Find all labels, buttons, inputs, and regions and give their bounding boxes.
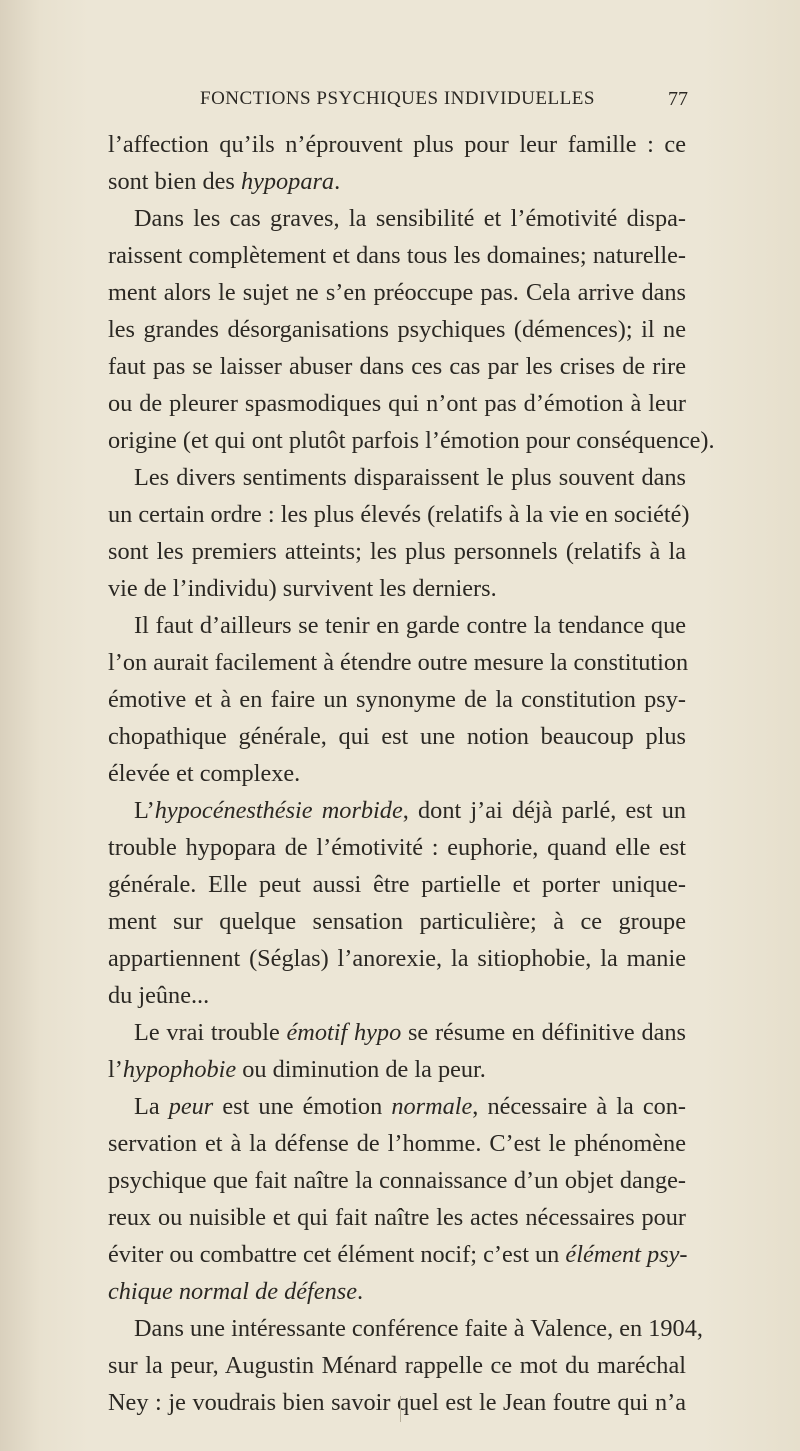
text-line: émotive et à en faire un synonyme de la constitution psy-	[108, 686, 686, 713]
page-header	[0, 88, 800, 118]
text-line: origine (et qui ont plutôt parfois l’émotion pour conséquence).	[108, 427, 715, 454]
text-line: l’on aurait facilement à étendre outre mesure la constitution	[108, 649, 689, 676]
italic-term: chique normal de défense	[108, 1278, 357, 1305]
text-line: l’affection qu’ils n’éprouvent plus pour leur famille : ce	[108, 131, 686, 158]
text-line: Ney : je voudrais bien savoir quel est le Jean foutre qui n’a	[108, 1389, 686, 1416]
text-line: L’hypocénesthésie morbide, dont j’ai déjà parlé, est un	[134, 797, 686, 824]
italic-term: hypocénesthésie morbide	[154, 797, 403, 824]
text-line: éviter ou combattre cet élément nocif; c’est un élément psy-	[108, 1241, 688, 1268]
text-line: faut pas se laisser abuser dans ces cas par les crises de rire	[108, 353, 686, 380]
running-title: FONCTIONS PSYCHIQUES INDIVIDUELLES	[200, 88, 595, 109]
page-number: 77	[668, 88, 688, 110]
text-line: ment sur quelque sensation particulière; à ce groupe	[108, 908, 686, 935]
italic-term: émotif hypo	[286, 1019, 402, 1046]
text-line: ment alors le sujet ne s’en préoccupe pas. Cela arrive dans	[108, 279, 686, 306]
text-line: un certain ordre : les plus élevés (relatifs à la vie en société)	[108, 501, 690, 528]
text-line: sont bien des hypopara.	[108, 168, 341, 195]
body-text	[108, 126, 715, 1421]
italic-term: hypopara	[240, 168, 335, 195]
text-line: servation et à la défense de l’homme. C’est le phénomène	[108, 1130, 686, 1157]
text-line: générale. Elle peut aussi être partielle et porter unique-	[108, 871, 686, 898]
text-line: psychique que fait naître la connaissance d’un objet dange-	[108, 1167, 686, 1194]
text-line: La peur est une émotion normale, nécessaire à la con-	[134, 1093, 687, 1120]
text-line: Il faut d’ailleurs se tenir en garde contre la tendance que	[134, 612, 686, 639]
text-line: trouble hypopara de l’émotivité : euphorie, quand elle est	[108, 834, 686, 861]
text-line: vie de l’individu) survivent les derniers.	[108, 575, 497, 602]
text-line: raissent complètement et dans tous les domaines; naturelle-	[108, 242, 686, 269]
text-line: Le vrai trouble émotif hypo se résume en définitive dans	[134, 1019, 686, 1046]
text-line: du jeûne...	[108, 982, 210, 1009]
text-line: Dans les cas graves, la sensibilité et l’émotivité dispa-	[134, 205, 686, 232]
text-line: sur la peur, Augustin Ménard rappelle ce mot du maréchal	[108, 1352, 686, 1379]
italic-term: hypophobie	[122, 1056, 237, 1083]
italic-term: normale	[391, 1093, 473, 1120]
text-line: chique normal de défense.	[108, 1278, 364, 1305]
italic-term: élément psy-	[565, 1241, 688, 1268]
text-line: élevée et complexe.	[108, 760, 301, 787]
text-line: reux ou nuisible et qui fait naître les actes nécessaires pour	[108, 1204, 686, 1231]
text-line: Les divers sentiments disparaissent le plus souvent dans	[134, 464, 686, 491]
italic-term: peur	[168, 1093, 214, 1120]
text-line: appartiennent (Séglas) l’anorexie, la sitiophobie, la manie	[108, 945, 686, 972]
text-line: sont les premiers atteints; les plus personnels (relatifs à la	[108, 538, 686, 565]
text-line: Dans une intéressante conférence faite à Valence, en 1904,	[134, 1315, 703, 1342]
text-line: l’hypophobie ou diminution de la peur.	[108, 1056, 486, 1083]
text-line: ou de pleurer spasmodiques qui n’ont pas d’émotion à leur	[108, 390, 686, 417]
paper-mark	[400, 1396, 407, 1422]
text-line: les grandes désorganisations psychiques (démences); il ne	[108, 316, 686, 343]
text-line: chopathique générale, qui est une notion beaucoup plus	[108, 723, 686, 750]
